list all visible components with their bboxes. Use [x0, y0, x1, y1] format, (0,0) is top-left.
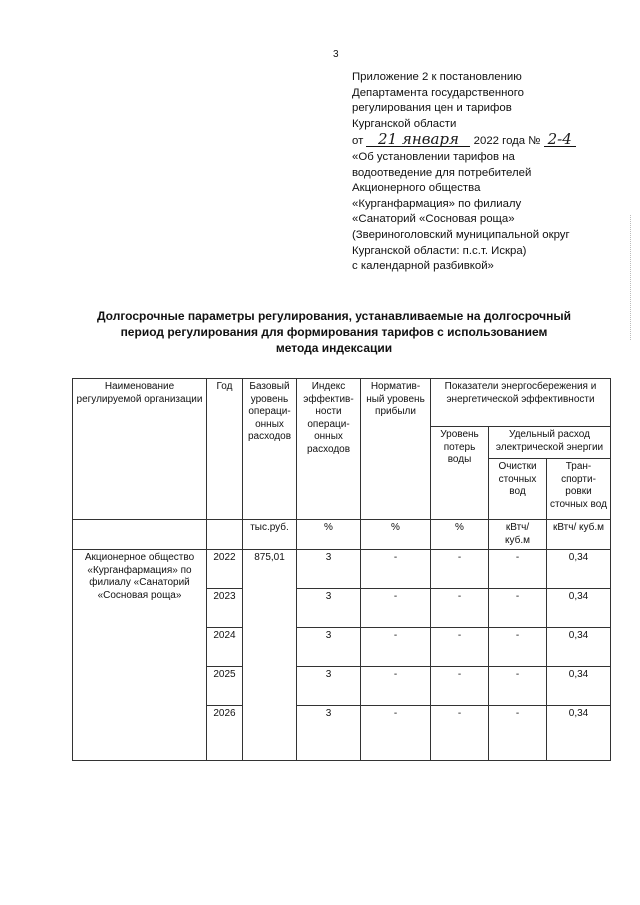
year-cell: 2022	[207, 550, 243, 589]
appendix-line: «Санаторий «Сосновая роща»	[352, 213, 515, 226]
appendix-block	[352, 70, 634, 275]
appendix-line: «Об установлении тарифов на	[352, 150, 515, 163]
index-cell: 3	[297, 589, 361, 628]
year-text: 2022 года №	[473, 135, 541, 148]
appendix-line: (Звериноголовский муниципальной округ	[352, 228, 570, 241]
year-cell: 2026	[207, 706, 243, 761]
org-name-cell: Акционерное общество «Курганфармация» по филиалу «Санаторий «Сосновая роща»	[73, 550, 207, 761]
base-value-cell: 875,01	[243, 550, 297, 761]
header-specific: Удельный расход электрической энергии	[489, 427, 611, 459]
header-loss: Уровень потерь воды	[431, 427, 489, 520]
title-line: Долгосрочные параметры регулирования, устанавливаемые на долгосрочный	[96, 309, 572, 323]
cleaning-cell: -	[489, 550, 547, 589]
unit-empty	[73, 520, 207, 550]
handwritten-number: 2-4	[544, 132, 576, 147]
page-number: 3	[333, 49, 339, 60]
transport-cell: 0,34	[547, 667, 611, 706]
appendix-line: «Курганфармация» по филиалу	[352, 197, 522, 210]
header-org: Наименование регулируемой организации	[73, 379, 207, 520]
header-transport: Тран-спорти-ровки сточных вод	[547, 459, 611, 520]
loss-cell: -	[431, 667, 489, 706]
title-line: период регулирования для формирования тарифов с использованием	[120, 325, 548, 339]
appendix-line: Курганской области	[352, 117, 457, 130]
transport-cell: 0,34	[547, 589, 611, 628]
unit-cleaning: кВтч/ куб.м	[489, 520, 547, 550]
profit-cell: -	[361, 667, 431, 706]
index-cell: 3	[297, 550, 361, 589]
loss-cell: -	[431, 589, 489, 628]
profit-cell: -	[361, 706, 431, 761]
unit-base: тыс.руб.	[243, 520, 297, 550]
appendix-date-line	[352, 132, 634, 150]
appendix-line: Департамента государственного	[352, 86, 524, 99]
index-cell: 3	[297, 628, 361, 667]
appendix-line: с календарной разбивкой»	[352, 260, 494, 273]
index-cell: 3	[297, 667, 361, 706]
parameters-table	[72, 378, 611, 761]
cleaning-cell: -	[489, 589, 547, 628]
unit-empty	[207, 520, 243, 550]
year-cell: 2024	[207, 628, 243, 667]
header-index: Индекс эффектив-ности операци-онных расходов	[297, 379, 361, 520]
unit-loss: %	[431, 520, 489, 550]
unit-transport: кВтч/ куб.м	[547, 520, 611, 550]
profit-cell: -	[361, 550, 431, 589]
year-cell: 2025	[207, 667, 243, 706]
appendix-line: водоотведение для потребителей	[352, 166, 532, 179]
transport-cell: 0,34	[547, 550, 611, 589]
appendix-line: Приложение 2 к постановлению	[352, 71, 522, 83]
year-cell: 2023	[207, 589, 243, 628]
cleaning-cell: -	[489, 706, 547, 761]
from-label: от	[352, 135, 364, 148]
scan-edge-mark	[630, 215, 632, 340]
loss-cell: -	[431, 550, 489, 589]
title-line: метода индексации	[275, 341, 393, 355]
loss-cell: -	[431, 706, 489, 761]
cleaning-cell: -	[489, 667, 547, 706]
document-title	[60, 308, 608, 356]
cleaning-cell: -	[489, 628, 547, 667]
unit-profit: %	[361, 520, 431, 550]
profit-cell: -	[361, 589, 431, 628]
handwritten-date: 21 января	[366, 132, 470, 147]
header-base: Базовый уровень операци-онных расходов	[243, 379, 297, 520]
header-cleaning: Очистки сточных вод	[489, 459, 547, 520]
header-energy: Показатели энергосбережения и энергетической эффективности	[431, 379, 611, 427]
loss-cell: -	[431, 628, 489, 667]
transport-cell: 0,34	[547, 706, 611, 761]
header-profit: Норматив-ный уровень прибыли	[361, 379, 431, 520]
transport-cell: 0,34	[547, 628, 611, 667]
unit-index: %	[297, 520, 361, 550]
appendix-line: регулирования цен и тарифов	[352, 102, 512, 115]
index-cell: 3	[297, 706, 361, 761]
header-year: Год	[207, 379, 243, 520]
profit-cell: -	[361, 628, 431, 667]
appendix-line: Акционерного общества	[352, 182, 481, 195]
appendix-line: Курганской области: п.с.т. Искра)	[352, 244, 527, 257]
